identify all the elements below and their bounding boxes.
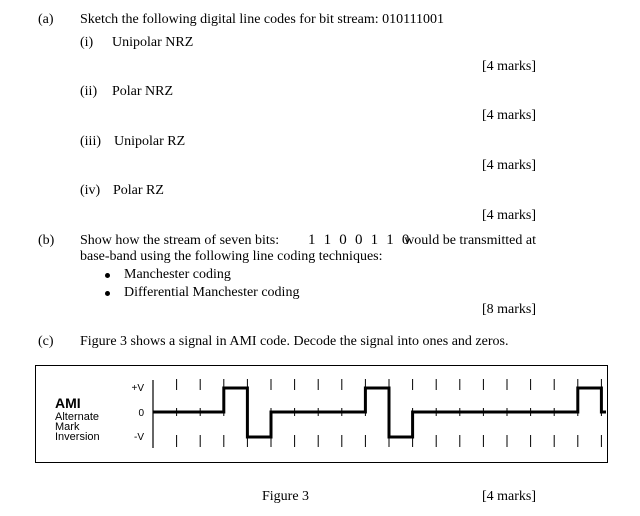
ami-waveform	[36, 366, 606, 461]
bullet-dot	[105, 273, 110, 278]
q-c-label: (c)	[38, 334, 54, 349]
q-a-i-marks: [4 marks]	[481, 59, 536, 74]
level-pos-label: +V	[131, 383, 144, 394]
q-a-ii-label: Polar NRZ	[112, 84, 174, 99]
q-b-line1-end: would be transmitted at	[404, 233, 536, 248]
q-b-marks: [8 marks]	[481, 302, 536, 317]
q-c-marks: [4 marks]	[481, 489, 536, 504]
q-a-i-num: (i)	[80, 35, 94, 50]
q-a-i-label: Unipolar NRZ	[112, 35, 194, 50]
q-c-text: Figure 3 shows a signal in AMI code. Decode the signal into ones and zeros.	[80, 334, 509, 349]
ami-signal-line	[153, 388, 606, 437]
q-b-line2: base-band using the following line coding techniques:	[80, 249, 383, 264]
level-neg-label: -V	[134, 432, 144, 443]
q-b-item-manchester: Manchester coding	[124, 267, 231, 282]
q-b-bits: 1 1 0 0 1 1 0	[308, 232, 412, 248]
figure-subtitle: Alternate Mark Inversion	[55, 411, 100, 443]
q-a-iv-num: (iv)	[80, 183, 101, 198]
q-b-label: (b)	[38, 233, 55, 248]
q-a-iii-marks: [4 marks]	[481, 158, 536, 173]
q-a-iv-label: Polar RZ	[113, 183, 164, 198]
level-zero-label: 0	[138, 408, 144, 419]
q-a-iii-label: Unipolar RZ	[114, 134, 186, 149]
q-a-label: (a)	[38, 12, 54, 27]
q-a-iv-marks: [4 marks]	[481, 208, 536, 223]
bullet-dot	[105, 291, 110, 296]
q-a-text: Sketch the following digital line codes for bit stream: 010111001	[80, 12, 445, 27]
q-b-line1-start: Show how the stream of seven bits:	[80, 233, 280, 248]
figure-caption: Figure 3	[262, 489, 310, 504]
figure-3-box	[35, 365, 608, 463]
q-b-item-diff-manchester: Differential Manchester coding	[124, 285, 300, 300]
q-a-iii-num: (iii)	[80, 134, 101, 149]
figure-title: AMI	[55, 395, 81, 411]
q-a-ii-num: (ii)	[80, 84, 98, 99]
q-a-ii-marks: [4 marks]	[481, 108, 536, 123]
